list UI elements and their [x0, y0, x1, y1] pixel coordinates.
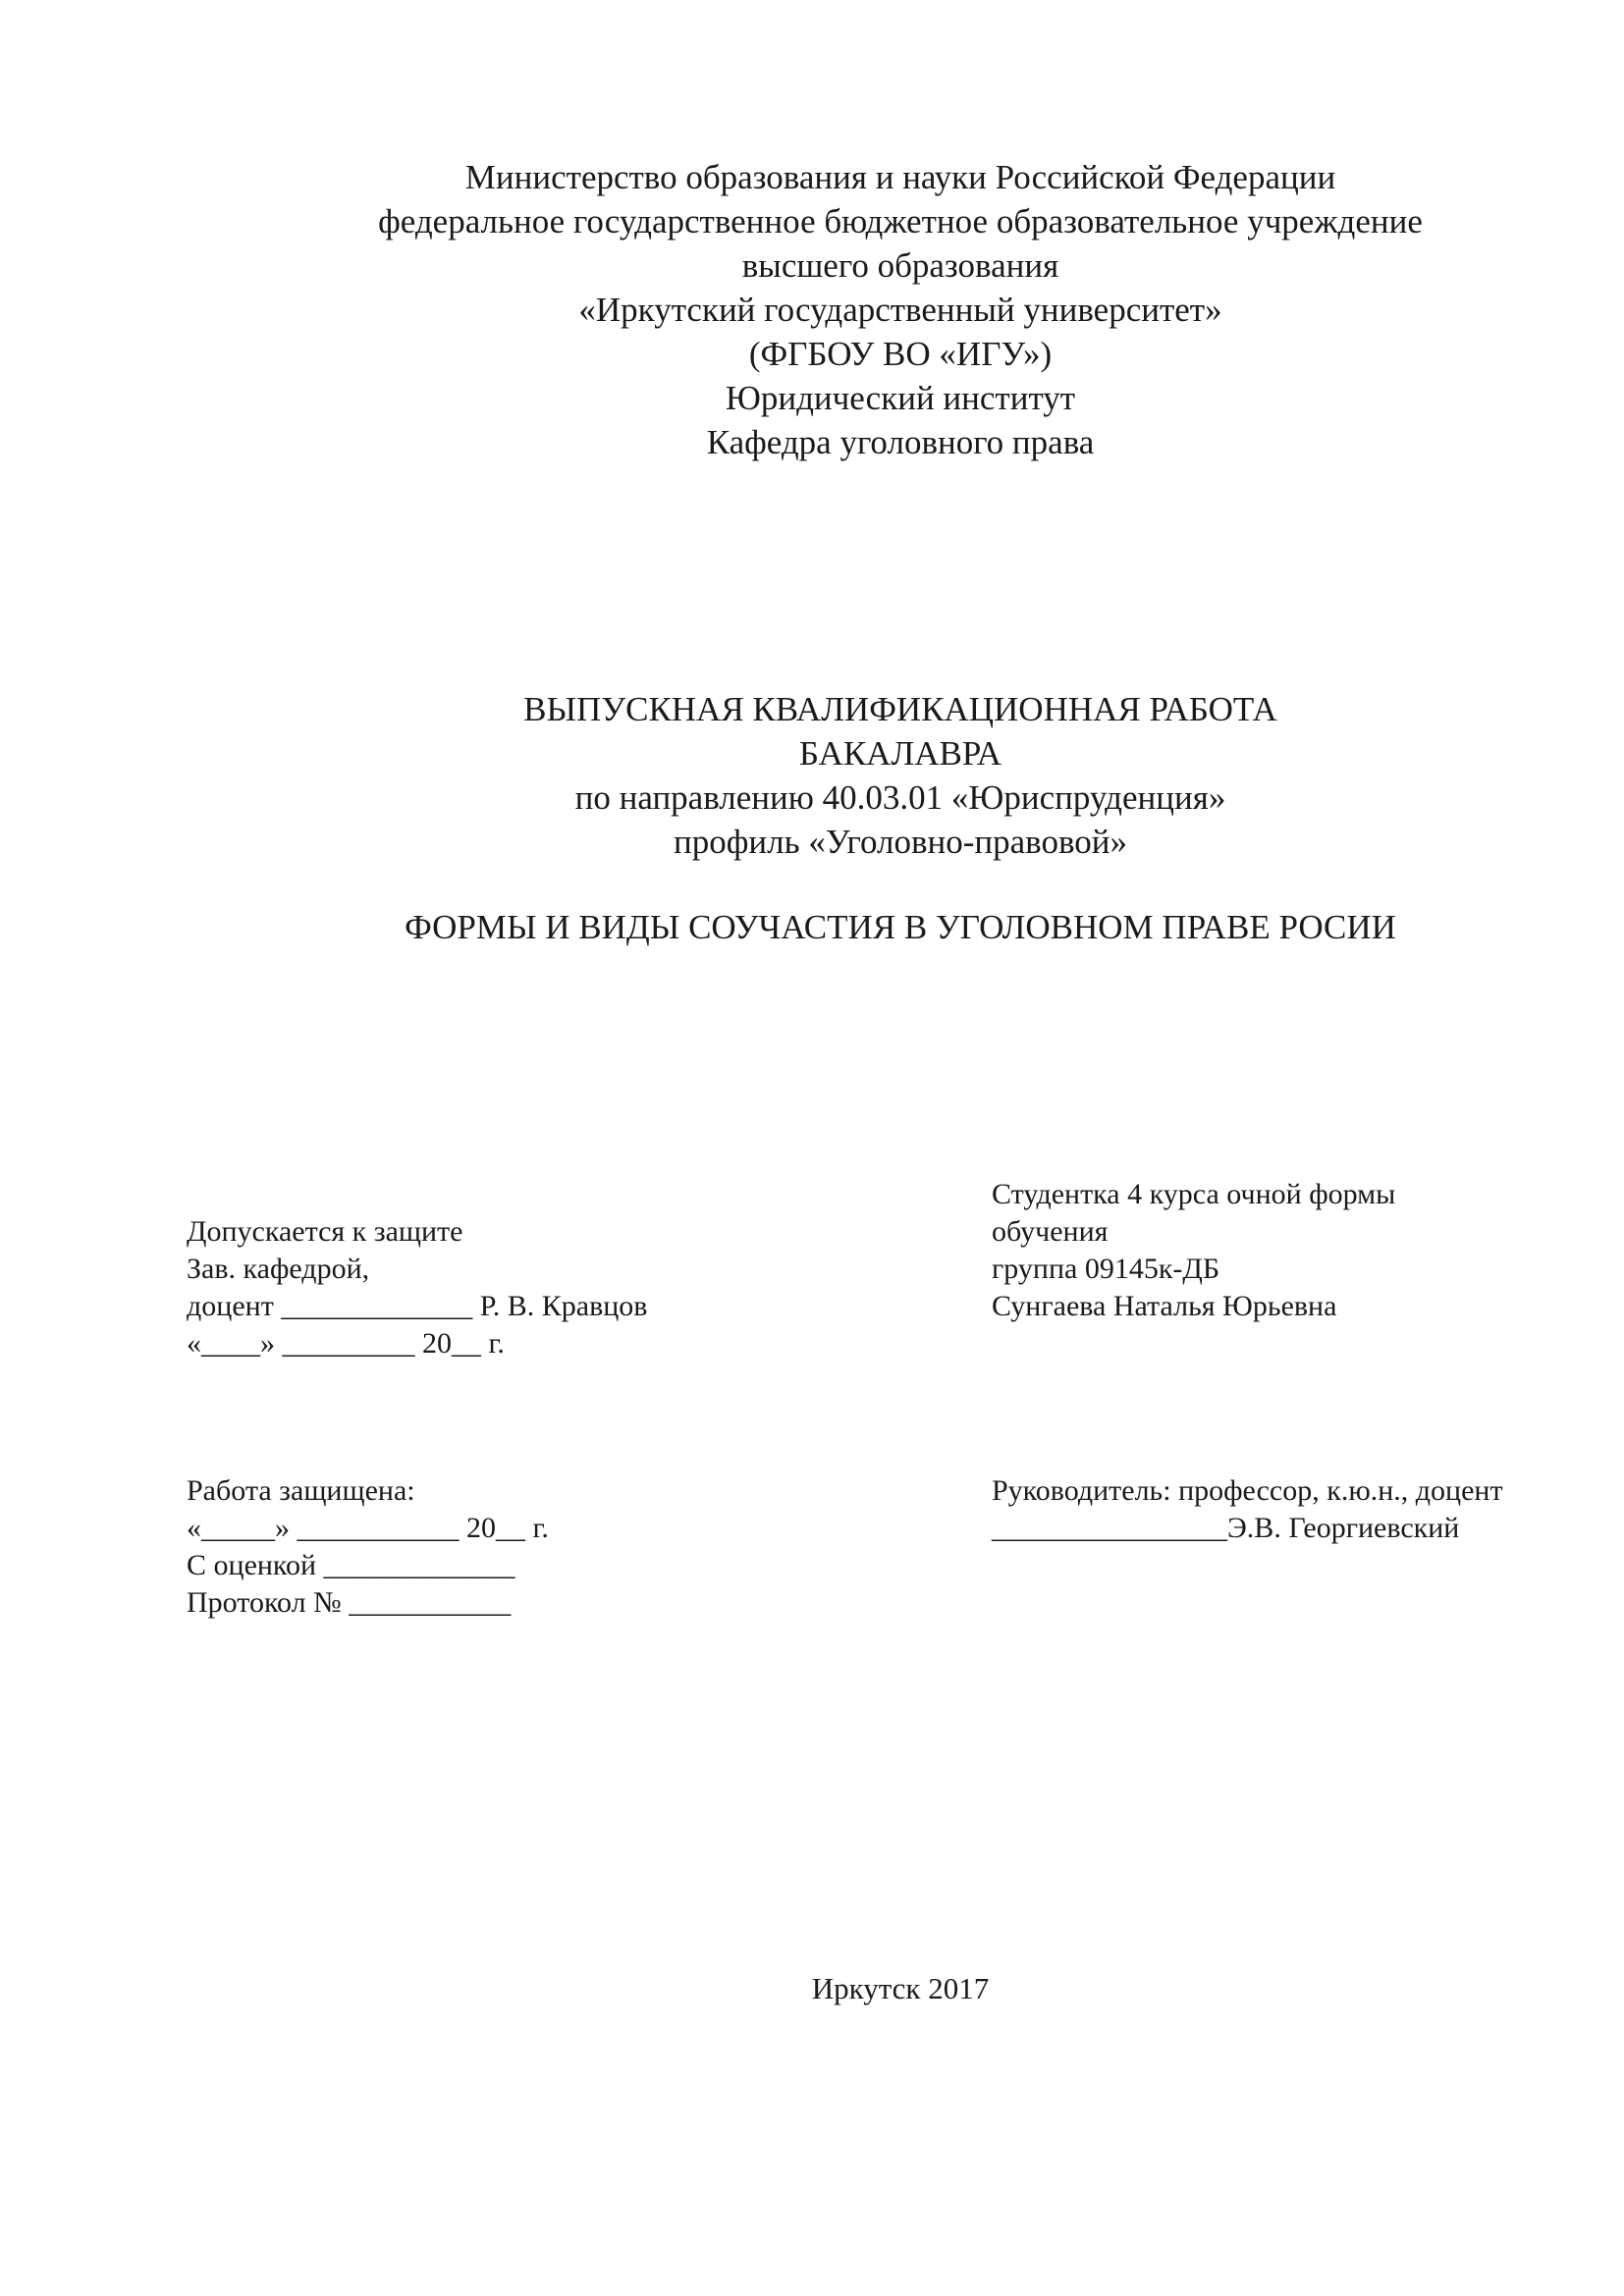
- defense-status-line: Работа защищена:: [187, 1474, 415, 1507]
- student-course-line: Студентка 4 курса очной формы: [992, 1178, 1396, 1210]
- institute-line: Юридический институт: [725, 379, 1076, 417]
- supervisor-block: [992, 1472, 1503, 1547]
- defense-date-line: «_____» ___________ 20__ г.: [187, 1512, 549, 1544]
- city-year: Иркутск 2017: [811, 1971, 990, 2005]
- grade-line: С оценкой _____________: [187, 1549, 515, 1581]
- thesis-topic: ФОРМЫ И ВИДЫ СОУЧАСТИЯ В УГОЛОВНОМ ПРАВЕ РОСИИ: [405, 908, 1396, 946]
- institution-header: [306, 155, 1494, 464]
- direction-line: по направлению 40.03.01 «Юриспруденция»: [574, 778, 1226, 817]
- institution-type-line: федеральное государственное бюджетное образовательное учреждение: [378, 202, 1423, 240]
- supervisor-title-line: Руководитель: профессор, к.ю.н., доцент: [992, 1474, 1503, 1507]
- education-level-line: высшего образования: [741, 246, 1059, 285]
- university-name-line: «Иркутский государственный университет»: [578, 291, 1222, 329]
- defense-block: [187, 1472, 549, 1622]
- head-of-department-line: Зав. кафедрой,: [187, 1253, 370, 1285]
- student-block: [992, 1176, 1395, 1325]
- work-type-line: ВЫПУСКНАЯ КВАЛИФИКАЦИОННАЯ РАБОТА: [523, 690, 1277, 728]
- student-group-line: группа 09145к-ДБ: [992, 1253, 1220, 1285]
- admission-date-line: «____» _________ 20__ г.: [187, 1327, 505, 1360]
- student-name-line: Сунгаева Наталья Юрьевна: [992, 1290, 1337, 1322]
- admission-line: Допускается к защите: [187, 1215, 463, 1248]
- university-abbreviation-line: (ФГБОУ ВО «ИГУ»): [748, 335, 1053, 373]
- work-title-block: [306, 687, 1494, 864]
- department-line: Кафедра уголовного права: [706, 423, 1095, 461]
- degree-line: БАКАЛАВРА: [798, 734, 1002, 773]
- student-study-form-line: обучения: [992, 1215, 1109, 1248]
- supervisor-signature-line: ________________Э.В. Георгиевский: [992, 1512, 1460, 1544]
- admission-block: [187, 1213, 647, 1362]
- head-signature-line: доцент _____________ Р. В. Кравцов: [187, 1290, 648, 1322]
- ministry-line: Министерство образования и науки Российской Федерации: [464, 158, 1336, 196]
- profile-line: профиль «Уголовно-правовой»: [674, 823, 1127, 861]
- protocol-line: Протокол № ___________: [187, 1586, 512, 1619]
